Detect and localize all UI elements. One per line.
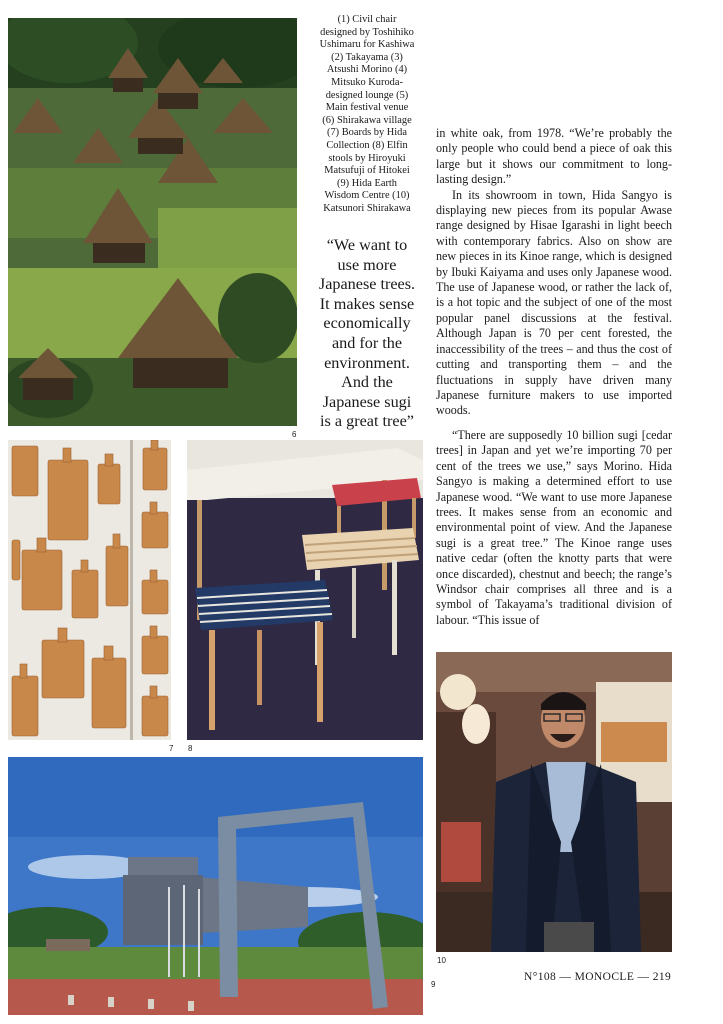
pull-quote-line: is a great tree”: [320, 412, 414, 431]
caption-line: Collection (8) Elfin: [326, 139, 408, 151]
photo-cutting-boards: [8, 440, 171, 740]
caption-line: Wisdom Centre (10): [324, 190, 410, 202]
pull-quote-line: Japanese trees.: [318, 275, 416, 294]
photo-katsunori-shirakawa: [436, 652, 672, 952]
pull-quote-line: and for the: [331, 333, 403, 352]
caption-line: Ushimaru for Kashiwa: [319, 39, 415, 51]
pull-quote-line: economically: [323, 314, 411, 333]
photo-number-7: 7: [169, 744, 174, 753]
photo-number-10: 10: [437, 956, 446, 965]
pull-quote-line: And the: [341, 373, 393, 392]
page-folio: N°108 — MONOCLE — 219: [524, 971, 672, 983]
pull-quote-line: Japanese sugi: [322, 392, 412, 411]
pull-quote-line: use more: [337, 255, 397, 274]
pull-quote-line: “We want to: [326, 236, 408, 254]
caption-line: (7) Boards by Hida: [327, 127, 407, 139]
photo-shirakawa-village: [8, 18, 297, 426]
caption-line: Main festival venue: [325, 102, 409, 114]
photo-number-6: 6: [292, 430, 297, 439]
caption-line: Atsushi Morino (4): [326, 64, 408, 76]
body-paragraph: “There are supposedly 10 billion sugi [cedar trees] in Japan and yet we’re importing 70 per cent of the trees we use,” says Morino. Hida Sangyo is making a determined effort to use Japanese wood. “We want to use more Japanese trees. It makes sense from an economic and environmental point of view. And the Japanese sugi is a great tree.” The Kinoe range uses native cedar (often the knotty parts that were once discarded), chestnut and beech; the range’s Windsor chair comprises all three and is a symbol of Takayama’s traditional division of labour. “This issue of: [436, 428, 672, 627]
caption-line: Katsunori Shirakawa: [323, 202, 411, 214]
body-column-upper: [436, 126, 672, 419]
photo-elfin-stools: [187, 440, 423, 740]
photo-caption: [308, 14, 426, 216]
body-column-lower: [436, 428, 672, 628]
caption-line: (1) Civil chair: [337, 14, 397, 25]
photo-hida-earth-wisdom-centre: [8, 757, 423, 1015]
photo-number-8: 8: [188, 744, 193, 753]
caption-line: stools by Hiroyuki: [328, 152, 406, 164]
pull-quote-line: It makes sense: [319, 294, 415, 313]
caption-line: (2) Takayama (3): [331, 51, 403, 63]
body-paragraph: In its showroom in town, Hida Sangyo is displaying new pieces from its popular Awase range designed by Hisae Igarashi in light beech with contemporary fabrics. Also on show are new pieces in its Kinoe range, which is designed by Ibuki Kaiyama and uses only Japanese wood. The use of Japanese wood, or rather the lack of, is a hot topic and the subject of one of the most popular panel discussions at the festival. Although Japan is 70 per cent forested, the inaccessibility of the trees – and thus the cost of cutting and transporting them – and the fluctuations in supply have driven many Japanese furniture makers to use imported woods.: [436, 187, 672, 418]
body-paragraph: in white oak, from 1978. “We’re probably the only people who could bend a piece of oak this large but it shows our commitment to long-lasting design.”: [436, 126, 672, 187]
caption-line: designed lounge (5): [325, 89, 409, 101]
pull-quote: [305, 236, 429, 432]
caption-line: (6) Shirakawa village: [322, 114, 412, 126]
caption-line: Matsufuji of Hitokei: [324, 165, 410, 177]
pull-quote-line: environment.: [324, 353, 410, 372]
caption-line: designed by Toshihiko: [320, 26, 414, 38]
photo-number-9: 9: [431, 980, 436, 989]
caption-line: (9) Hida Earth: [336, 177, 397, 189]
caption-line: Mitsuko Kuroda-: [331, 76, 403, 88]
